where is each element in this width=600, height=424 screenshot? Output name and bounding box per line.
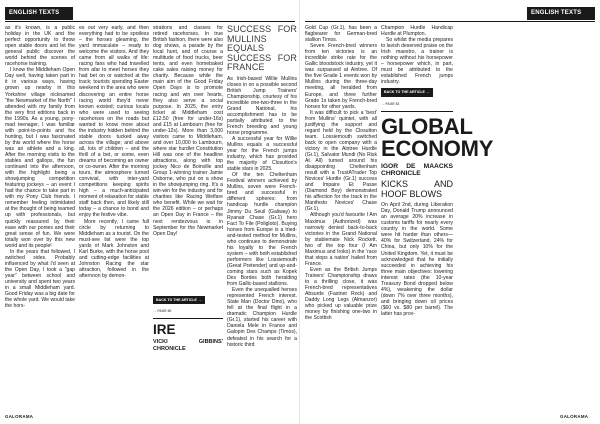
paragraph: Champion Hurdle Handicap Hurdle at Plumpton. bbox=[381, 25, 453, 38]
footer-brand: GALORAMA bbox=[560, 414, 589, 419]
header-rule bbox=[5, 21, 295, 22]
column-3-body bbox=[153, 25, 223, 293]
text-column-2 bbox=[79, 25, 149, 410]
paragraph: In the years that followed, I switched sides. Probably influenced by what I'd seen at the Open Day, I took a "gap year" between school and university and spent two years in a small Middleham yard. Good Friday was a big date for the whole yard. We would take the hors- bbox=[5, 248, 75, 310]
footer-brand: GALORAMA bbox=[5, 414, 34, 419]
paragraph: Gold Cup (Gr.1), has been a flagbearer for German-bred stallion Timos. bbox=[305, 25, 377, 44]
paragraph: It was difficult to pick a 'best' from Mullins' quintet, with all justifying the support and regard held by the Closutton team. Lossiemouth switched back to open company with a victory in the Aintree Hurdle (Gr.1), Salvator Mundi (No Risk At All) turned around his disappointing Cheltenham result with a TrustATrader Top Novices' Hurdle (Gr.1) success and Impaire Et Passe (Diamond Boy) demonstrated his affection for the track in the Manifesto Novices' Chase (Gr.1). bbox=[305, 109, 377, 213]
page-reference: → PAGE 80 bbox=[153, 309, 172, 314]
paragraph: Seven French-bred winners from ten victories is an incredible strike rate for the Gallic bloodstock industry, yet it was surpassed at Aintree. Of the five Grade 1 events won by Mullins during the three-day meeting, all heralded from Europe, and three further Grade 1s taken by French-bred horses for other yards. bbox=[305, 43, 377, 110]
section-tag-label: ENGLISH TEXTS bbox=[531, 10, 582, 16]
text-column-3 bbox=[153, 25, 223, 410]
back-to-article-link[interactable]: BACK TO THE ARTICLE → bbox=[381, 88, 433, 96]
section-tag bbox=[5, 7, 73, 20]
section-tag-label: ENGLISH TEXTS bbox=[9, 10, 60, 16]
paragraph: Although you'd favourite I Am Maximus (Authorized) was narrowly denied back-to-back victories in the Grand National by stablemate Nick Rockett, two of the top four (I Am Maximus and Iroko) in the 'race that stops a nation' hailed from France. bbox=[305, 212, 377, 267]
section-rule bbox=[381, 111, 453, 112]
paragraph: strations and classes for retired racehorses. In true British fashion, there were also dog shows, a parade by the local hunt, and of course a multitude of food trucks, beer tents, and even homebaked cake sales raising money for charity. Because while the main aim of the Good Friday Open Days is to promote racing and win over hearts, they also serve a social purpose. In 2025, the entry ticket at Middleham cost £12.50 (free for under-16s) and £15 at Lambourn (free for under-12s). More than 3,000 visitors came to Middleham, and over 10,000 to Lambourn, where star hurdler Constitution Hill was one of the headline attractions, along with top jockey Nico de Boinville and Group 1-winning trainer Jamie Osborne, who put on a show in the showjumping ring. It's a win-win for the industry and for charities like Racing Welfare who benefit. While we wait for the 2026 edition – or perhaps an Open Day in France – the next rendezvous is in September for the Newmarket Open Day! bbox=[153, 25, 223, 237]
paragraph: I know the Middleham Open Day well, having taken part in it in various ways, having grown up nearby in this Yorkshire village nicknamed "the Newmarket of the North" I attended with my family from the very first editions back in the 1990s. As a young, pony-mad teenager, I was familiar with point-to-points and fox hunting, but I was fascinated by this world where the horse was an athlete and a king. After the morning visits to the stables and gallops, the fun continued into the afternoon, with the highlight being a showjumping competition featuring jockeys – an event I had the chance to take part in with my Pony Club friends. I remember feeling intimidated at the thought of being teamed up with professionals, but quickly reassured by their ease with our ponies and their great sense of fun. We were totally won over by this new world and its people! bbox=[5, 67, 75, 249]
text-column-2 bbox=[381, 25, 494, 410]
page-reference: → PAGE 82 bbox=[381, 101, 400, 106]
paragraph: As Irish-based Willie Mullins closes in on a possible second British Jump Trainers' Championship, courtesy of his incredible one-two-three in the Grand National, his accomplishment has to be partially attributed to the French breeding and young horse programme. bbox=[227, 75, 297, 136]
text-column-1 bbox=[305, 25, 377, 410]
text-column-1 bbox=[5, 25, 75, 410]
section-heading: IRE bbox=[153, 322, 176, 338]
section-tag bbox=[527, 7, 595, 20]
text-column-4 bbox=[227, 25, 297, 410]
paragraph: as it's known, is a public holiday in the UK and the perfect opportunity to throw open stable doors and let the general public discover the world behind the scenes of racehorse training. bbox=[5, 25, 75, 68]
paragraph: A successful year for Willie Mullins equals a successful year for the French jumps industry, which has provided the majority of Closutton's stable stars in 2025. bbox=[227, 135, 297, 173]
section-heading: GLOBAL ECONOMY bbox=[381, 113, 494, 161]
section-rule bbox=[153, 318, 223, 319]
section-byline: IGOR DE MAACKS CHRONICLE bbox=[381, 162, 453, 177]
back-to-article-link[interactable]: BACK TO THE ARTICLE → bbox=[153, 296, 205, 304]
paragraph: Even the unequalled heroes represented French interest. State Man (Doctor Dino), who fell at the final flight in a dramatic Champion Hurdle (Gr.1), started his career with Daniela Mele in France and Galopin Des Champs (Timos), defeated in his search for a historic third bbox=[227, 287, 297, 348]
article-headline: KICKS AND HOOF BLOWS bbox=[381, 179, 453, 199]
paragraph: Even as the British Jumps Trainers' Championship draws to a thrilling close, it was French-bred representatives Absurde (Fastnet Rock) and Daddy Long Legs (Almanzor) who picked up valuable prize money by finishing one-two in the Scottish bbox=[305, 266, 377, 322]
paragraph: More recently, I came full circle by returning to Middleham as a tourist. On the must-see list were the top yards of Mark Johnston and Karl Burke, with the horse pool and cutting-edge facilities at Johnston Racing the star attraction, followed in the afternoon by demon- bbox=[79, 218, 149, 279]
paragraph: es out very early, and then everything had to be spotless – the horses gleaming, the yard immaculate – ready to welcome the visitors. And they came from all walks of life: racing fans who had travelled from afar to meet horses they had bet on or watched at the track; tourists spending Easter weekend in the area who were discovering an entire horse racing world they'd never known existed; curious locals who were used to seeing racehorses on the roads but wanted to know more about the industry hidden behind the stable doors tucked away across the village; and above all, lots of children – and the thrill of a bet, or some, even dreams of becoming an owner or co-owner. After the morning tours, the atmosphere turned convivial, with inter-yard competitions keeping spirits high – a much-anticipated moment of relaxation for stable staff back then, and likely still today – a chance to bond and enjoy the festive vibe. bbox=[79, 25, 149, 219]
section-byline: VICKI GIBBINS' CHRONICLE bbox=[153, 339, 223, 352]
paragraph: Of the ten Cheltenham Festival winners achieved by Mullins, seven were French-bred and successful in different spheres: from handicap hurdle champion Jimmy Du Seuil (Galiway) to Ryanair Chase (Gr.1) hero Fact To File (Poligloto). Buying horses from Europe is a tried-and-tested method for Mullins, who continues to demonstrate his loyalty to the French system – with both established performers like Lossiemouth (Great Pretender) and up-and-coming stars such as Kopek Des Bordes both heralding from Gallic-based stallions. bbox=[227, 172, 297, 288]
right-page bbox=[300, 0, 600, 424]
header-rule bbox=[305, 21, 595, 22]
paragraph: On April 2nd, during Liberation Day, Donald Trump announced an average 20% increase in customs tariffs for nearly every country in the world. Some were hit harder than others—40% for Switzerland, 24% for China, but only 10% for the United Kingdom. Yet, it must be acknowledged that he initially succeeded in achieving his three main objectives: lowering interest rates (the 10-year Treasury Bond dropped below 4%), weakening the dollar (down 7% over three months), and bringing down oil prices ($60 vs. $80 per barrel). The latter has prov- bbox=[381, 202, 453, 317]
paragraph: So whilst the media prepares to lavish deserved praise on the Irish maestro, a trainer is nothing without his horsepower – horsepower which, in part, must be attributed to the established French jumps industry. bbox=[381, 37, 453, 86]
article-headline: SUCCESS FOR MULLINS EQUALS SUCCESS FOR FRANCE bbox=[227, 24, 297, 72]
